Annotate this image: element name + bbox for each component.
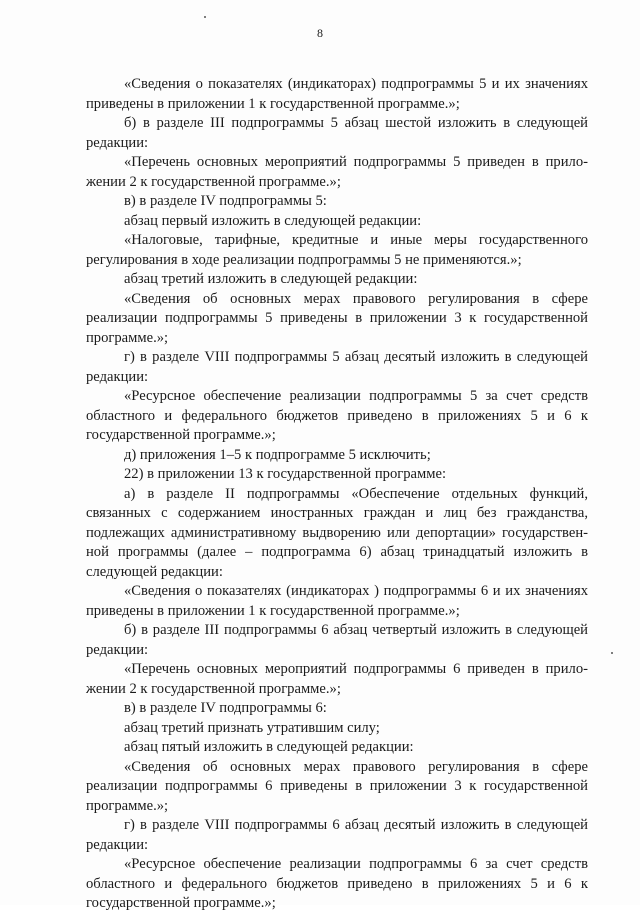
paragraph: «Перечень основных мероприятий подпрограммы 5 приведен в приложении 2 к государственной программе.»;	[86, 154, 588, 190]
paragraph: г) в разделе VIII подпрограммы 5 абзац десятый изложить в следующей редакции:	[86, 349, 588, 385]
scan-speck	[611, 652, 613, 654]
paragraph: «Ресурсное обеспечение реализации подпрограммы 5 за счет средств областного и федерального бюджетов приведено в приложениях 5 и 6 к государственной программе.»;	[86, 388, 588, 443]
paragraph: абзац пятый изложить в следующей редакции:	[124, 739, 414, 755]
paragraph: «Сведения о показателях (индикаторах) подпрограммы 5 и их значениях приведены в приложении 1 к государственной программе.»;	[86, 76, 588, 112]
paragraph: «Ресурсное обеспечение реализации подпрограммы 6 за счет средств областного и федерального бюджетов приведено в приложениях 5 и 6 к государственной программе.»;	[86, 856, 588, 911]
paragraph: абзац третий изложить в следующей редакции:	[124, 271, 418, 287]
scan-speck	[204, 16, 206, 18]
paragraph: 22) в приложении 13 к государственной программе:	[124, 466, 447, 482]
paragraph: абзац первый изложить в следующей редакции:	[124, 212, 422, 229]
paragraph: «Налоговые, тарифные, кредитные и иные меры государственного регулирования в ходе реализации подпрограммы 5 не применяются.»;	[86, 232, 588, 268]
page-number: 8	[317, 26, 323, 40]
document-body	[86, 75, 588, 914]
paragraph: в) в разделе IV подпрограммы 6:	[124, 700, 327, 716]
paragraph: б) в разделе III подпрограммы 5 абзац шестой изложить в следующей редакции:	[86, 115, 588, 151]
paragraph: в) в разделе IV подпрограммы 5:	[124, 193, 327, 209]
paragraph: «Сведения о показателях (индикаторах ) подпрограммы 6 и их значениях приведены в приложении 1 к государственной программе.»;	[86, 583, 588, 619]
paragraph: д) приложения 1–5 к подпрограмме 5 исключить;	[124, 446, 431, 463]
paragraph: б) в разделе III подпрограммы 6 абзац четвертый изложить в следующей редакции:	[86, 622, 588, 658]
paragraph: а) в разделе II подпрограммы «Обеспечение отдельных функций, связанных с содержанием иностранных граждан и лиц без гражданства, подлежащих административному выдворению или депортации» государственной программы (далее – подпрограмма 6) абзац тринадцатый изложить в следующей редакции:	[86, 485, 588, 580]
paragraph: г) в разделе VIII подпрограммы 6 абзац десятый изложить в следующей редакции:	[86, 817, 588, 853]
paragraph: абзац третий признать утратившим силу;	[124, 719, 380, 736]
paragraph: «Сведения об основных мерах правового регулирования в сфере реализации подпрограммы 5 приведены в приложении 3 к государственной программе.»;	[86, 290, 588, 346]
paragraph: «Сведения об основных мерах правового регулирования в сфере реализации подпрограммы 6 приведены в приложении 3 к государственной программе.»;	[86, 758, 588, 814]
paragraph: «Перечень основных мероприятий подпрограммы 6 приведен в приложении 2 к государственной программе.»;	[86, 661, 588, 697]
